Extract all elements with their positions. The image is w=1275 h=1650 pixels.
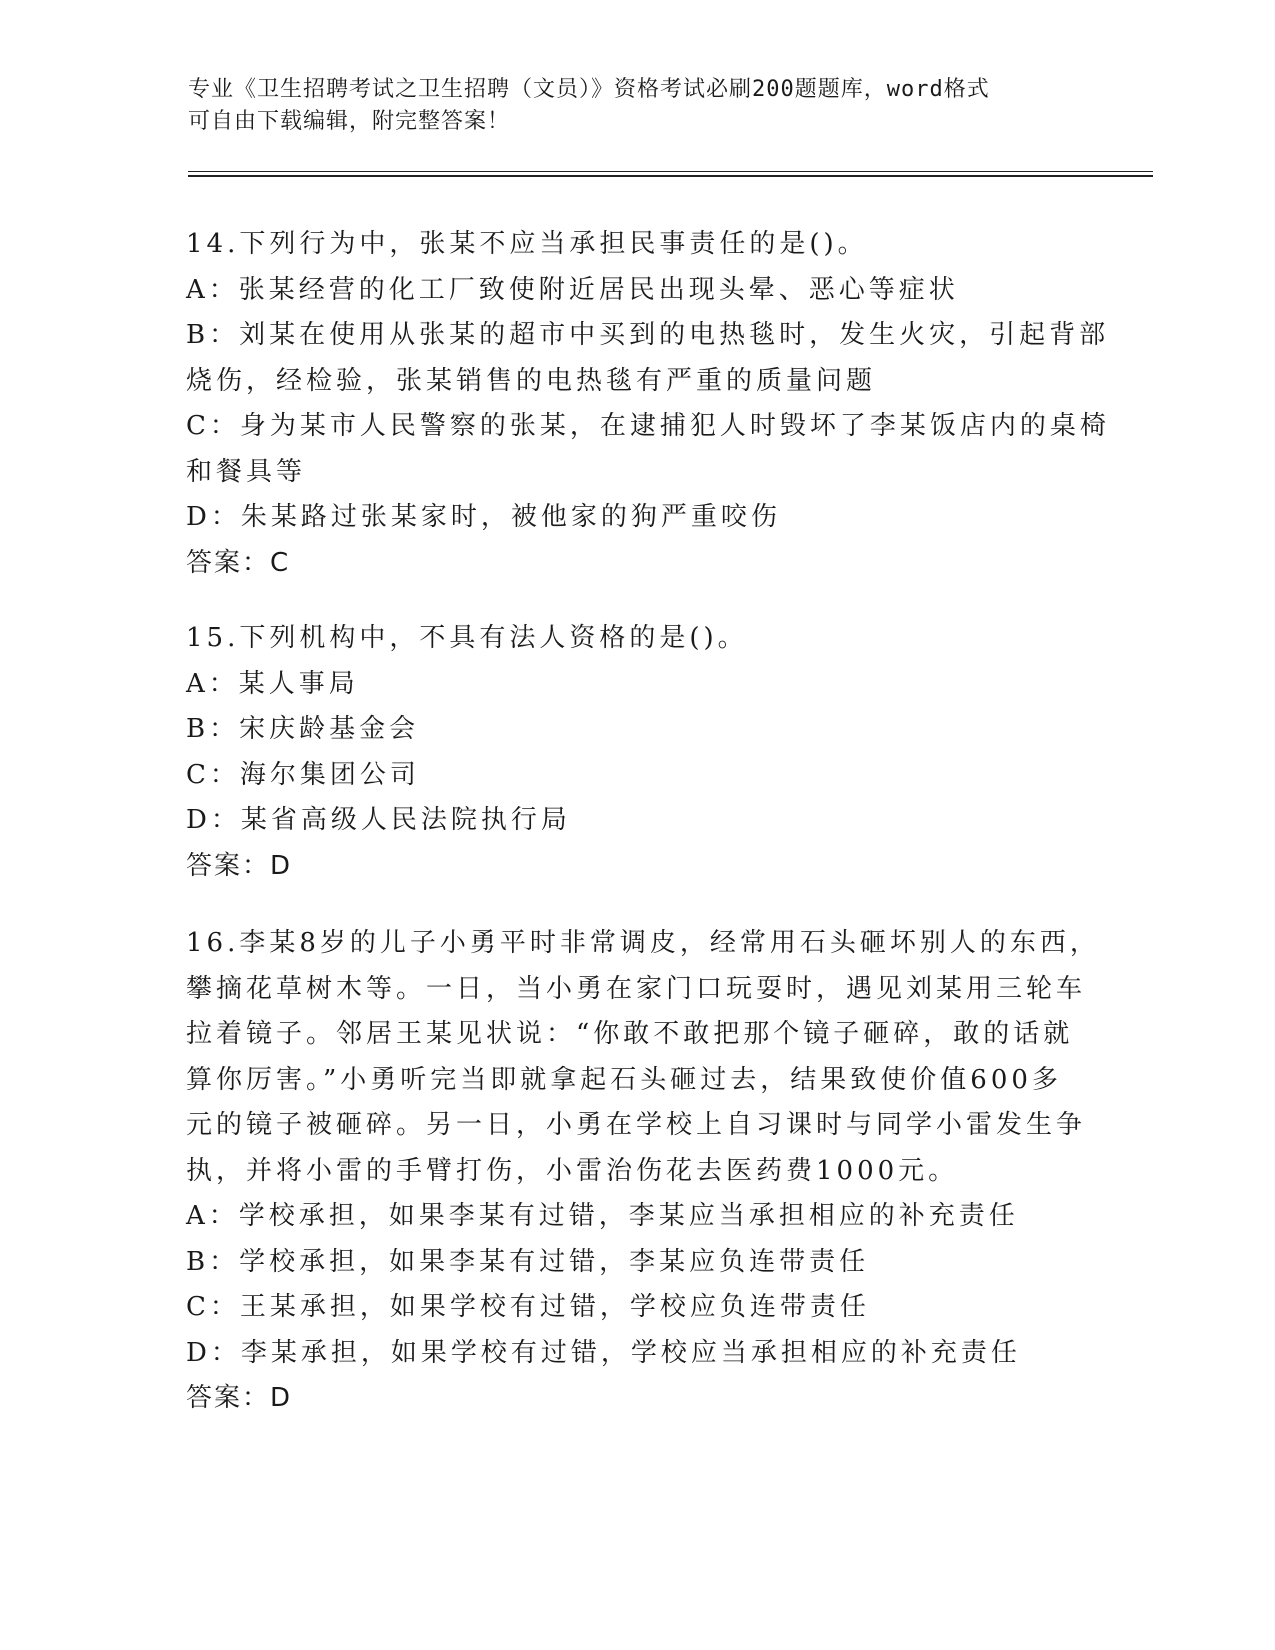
- header-line-2: 可自由下载编辑，附完整答案！: [188, 109, 511, 134]
- answer: 答案：D: [186, 850, 293, 881]
- question-stem: 15.下列机构中，不具有法人资格的是()。: [186, 623, 748, 653]
- question-stem-continued: 攀摘花草树木等。一日，当小勇在家门口玩耍时，遇见刘某用三轮车: [186, 973, 1087, 1004]
- header-divider-thick: [188, 175, 1153, 177]
- option-a: A：张某经营的化工厂致使附近居民出现头晕、恶心等症状: [186, 274, 959, 305]
- question-stem-continued: 算你厉害。”小勇听完当即就拿起石头砸过去，结果致使价值600多: [186, 1064, 1062, 1095]
- option-c: C：海尔集团公司: [186, 759, 420, 790]
- question-stem-continued: 拉着镜子。邻居王某见状说：“你敢不敢把那个镜子砸碎，敢的话就: [186, 1019, 1074, 1049]
- option-a: A：学校承担，如果李某有过错，李某应当承担相应的补充责任: [186, 1201, 1019, 1231]
- question-stem-continued: 元的镜子被砸碎。另一日，小勇在学校上自习课时与同学小雷发生争: [186, 1110, 1087, 1140]
- option-c: C：王某承担，如果学校有过错，学校应负连带责任: [186, 1292, 870, 1322]
- option-c: C：身为某市人民警察的张某，在逮捕犯人时毁坏了李某饭店内的桌椅: [186, 411, 1110, 441]
- header-divider-thin: [188, 171, 1153, 172]
- option-d: D：某省高级人民法院执行局: [186, 805, 571, 835]
- question-15: [186, 616, 1086, 889]
- option-d: D：李某承担，如果学校有过错，学校应当承担相应的补充责任: [186, 1337, 1021, 1368]
- option-b: B：刘某在使用从张某的超市中买到的电热毯时，发生火灾，引起背部: [186, 320, 1110, 350]
- question-stem-continued: 执，并将小雷的手臂打伤，小雷治伤花去医药费1000元。: [186, 1155, 959, 1186]
- option-d: D：朱某路过张某家时，被他家的狗严重咬伤: [186, 502, 781, 532]
- question-stem: 14.下列行为中，张某不应当承担民事责任的是()。: [186, 229, 868, 259]
- answer: 答案：D: [186, 1383, 293, 1413]
- option-b: B：宋庆龄基金会: [186, 714, 420, 744]
- option-b: B：学校承担，如果李某有过错，李某应负连带责任: [186, 1246, 870, 1277]
- question-14: [186, 222, 1110, 586]
- question-stem: 16.李某8岁的儿子小勇平时非常调皮，经常用石头砸坏别人的东西，: [186, 928, 1100, 958]
- option-a: A：某人事局: [186, 668, 359, 699]
- document-header: [188, 74, 1068, 138]
- option-c-continued: 和餐具等: [186, 456, 307, 487]
- option-b-continued: 烧伤，经检验，张某销售的电热毯有严重的质量问题: [186, 365, 877, 396]
- answer: 答案：C: [186, 547, 291, 578]
- question-16: [186, 921, 1100, 1422]
- header-line-1: 专业《卫生招聘考试之卫生招聘（文员）》资格考试必刷200题题库，word格式: [188, 77, 990, 102]
